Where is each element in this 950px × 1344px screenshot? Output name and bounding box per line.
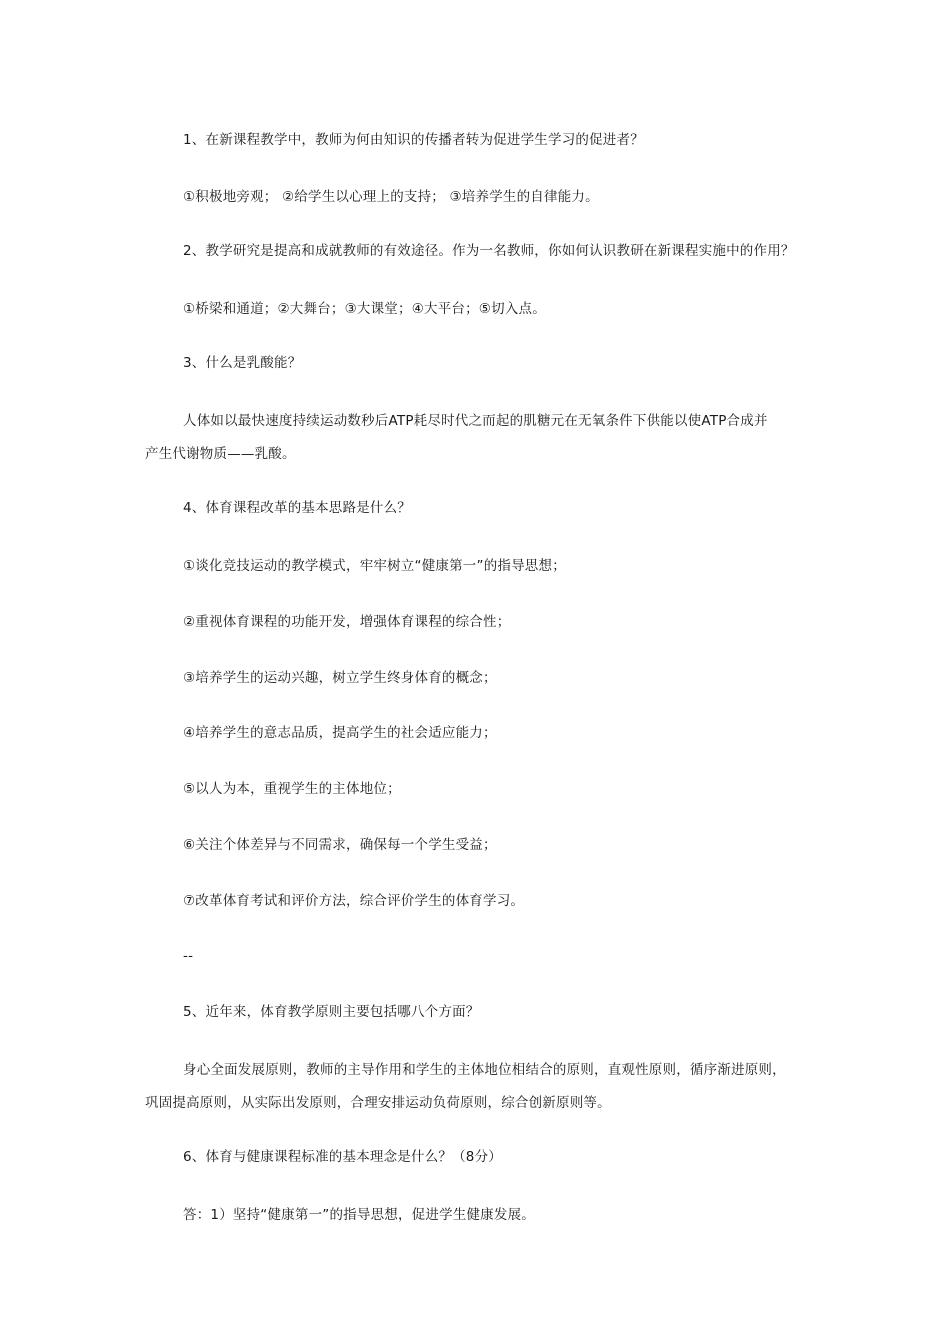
- question-1: 1、在新课程教学中，教师为何由知识的传播者转为促进学生学习的促进者？: [183, 132, 644, 148]
- answer-4-item-1: ①谈化竞技运动的教学模式，牢牢树立“健康第一”的指导思想；: [183, 558, 566, 574]
- answer-2: ①桥梁和通道；②大舞台；③大课堂；④大平台；⑤切入点。: [183, 301, 546, 317]
- question-4: 4、体育课程改革的基本思路是什么？: [183, 500, 411, 516]
- answer-4-item-6: ⑥关注个体差异与不同需求，确保每一个学生受益；: [183, 837, 497, 853]
- question-3: 3、什么是乳酸能？: [183, 355, 302, 371]
- question-5: 5、近年来，体育教学原则主要包括哪八个方面？: [183, 1004, 480, 1020]
- answer-4-item-7: ⑦改革体育考试和评价方法，综合评价学生的体育学习。: [183, 893, 525, 909]
- answer-4-item-3: ③培养学生的运动兴趣，树立学生终身体育的概念；: [183, 670, 497, 686]
- answer-5-line-1: 身心全面发展原则，教师的主导作用和学生的主体地位相结合的原则，直观性原则，循序渐进原则，: [183, 1062, 786, 1078]
- answer-3-line-2: 产生代谢物质——乳酸。: [145, 446, 296, 462]
- answer-5-line-2: 巩固提高原则，从实际出发原则，合理安排运动负荷原则，综合创新原则等。: [145, 1095, 611, 1111]
- answer-3-line-1: 人体如以最快速度持续运动数秒后ATP耗尽时代之而起的肌糖元在无氧条件下供能以使ATP合成并: [183, 413, 768, 429]
- separator-dashes: --: [183, 948, 194, 964]
- answer-4-item-2: ②重视体育课程的功能开发，增强体育课程的综合性；: [183, 614, 511, 630]
- answer-1: ①积极地旁观； ②给学生以心理上的支持； ③培养学生的自律能力。: [183, 189, 599, 205]
- answer-4-item-4: ④培养学生的意志品质，提高学生的社会适应能力；: [183, 725, 497, 741]
- question-6: 6、体育与健康课程标准的基本理念是什么？（8分）: [183, 1149, 502, 1165]
- question-2: 2、教学研究是提高和成就教师的有效途径。作为一名教师，你如何认识教研在新课程实施中的作用？: [183, 243, 795, 259]
- answer-4-item-5: ⑤以人为本，重视学生的主体地位；: [183, 781, 401, 797]
- answer-6-line-1: 答：1）坚持“健康第一”的指导思想，促进学生健康发展。: [183, 1207, 535, 1223]
